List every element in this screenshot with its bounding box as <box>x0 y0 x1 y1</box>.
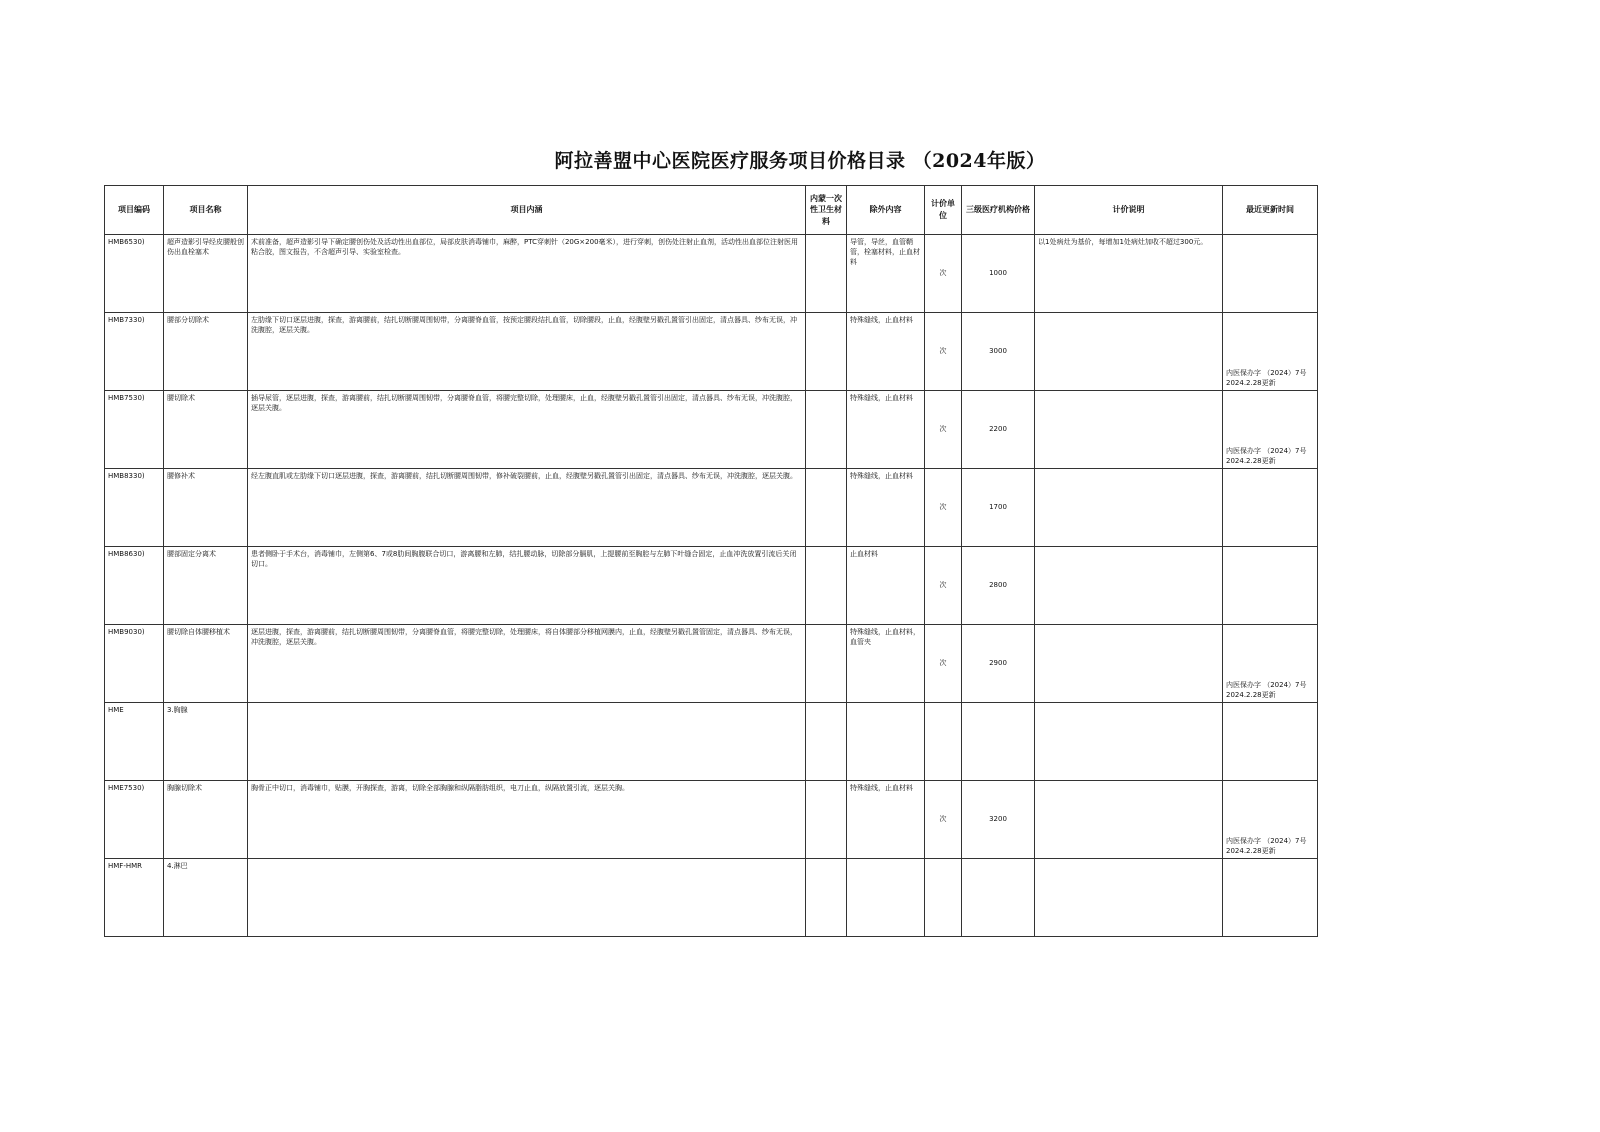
cell-name: 胸腺切除术 <box>164 781 248 859</box>
cell-unit: 次 <box>925 547 962 625</box>
cell-except: 特殊缝线，止血材料 <box>847 469 925 547</box>
cell-except: 特殊缝线，止血材料，血管夹 <box>847 625 925 703</box>
table-row <box>105 703 1318 781</box>
cell-price: 2900 <box>962 625 1035 703</box>
cell-updated <box>1223 469 1318 547</box>
cell-unit: 次 <box>925 391 962 469</box>
header-name: 项目名称 <box>164 186 248 235</box>
table-row <box>105 547 1318 625</box>
cell-explain <box>1035 625 1223 703</box>
cell-explain <box>1035 859 1223 937</box>
cell-explain <box>1035 703 1223 781</box>
cell-materials <box>806 703 847 781</box>
cell-code: HMB9030) <box>105 625 164 703</box>
cell-except <box>847 859 925 937</box>
cell-unit: 次 <box>925 469 962 547</box>
cell-name: 腰修补术 <box>164 469 248 547</box>
cell-except <box>847 703 925 781</box>
cell-code: HMF-HMR <box>105 859 164 937</box>
header-row <box>105 186 1318 235</box>
cell-content <box>248 703 806 781</box>
cell-content: 胸骨正中切口，消毒铺巾，贴膜，开胸探查，游离，切除全部胸腺和纵隔脂肪组织，电刀止血，纵隔放置引流，逐层关胸。 <box>248 781 806 859</box>
cell-materials <box>806 781 847 859</box>
header-price: 三级医疗机构价格 <box>962 186 1035 235</box>
cell-price: 3200 <box>962 781 1035 859</box>
cell-materials <box>806 625 847 703</box>
cell-price: 3000 <box>962 313 1035 391</box>
header-unit: 计价单位 <box>925 186 962 235</box>
cell-price <box>962 703 1035 781</box>
cell-name: 腰部分切除术 <box>164 313 248 391</box>
cell-content: 左肋缘下切口逐层进腹，探查，游离腰前，结扎切断腰周围韧带，分离腰脊血管，按预定腰段结扎血管，切除腰段，止血，经腹壁另戳孔置管引出固定，清点器具、纱布无误，冲洗腹腔，逐层关腹。 <box>248 313 806 391</box>
header-updated: 最近更新时间 <box>1223 186 1318 235</box>
cell-unit: 次 <box>925 625 962 703</box>
updated-text: 内医保办字 （2024）7号 2024.2.28更新 <box>1226 836 1307 855</box>
cell-name: 腰切除术 <box>164 391 248 469</box>
price-table <box>104 185 1318 937</box>
cell-content: 逐层进腹，探查，游离腰前，结扎切断腰周围韧带，分离腰脊血管，将腰完整切除，处理腰床，将自体腰部分移植网膜内，止血，经腹壁另戳孔置管固定，清点器具、纱布无误，冲洗腹腔，逐层关腹。 <box>248 625 806 703</box>
table-row <box>105 391 1318 469</box>
cell-materials <box>806 313 847 391</box>
cell-content: 经左腹直肌或左肋缘下切口逐层进腹，探查，游离腰前，结扎切断腰周围韧带，修补破裂腰前，止血，经腹壁另戳孔置管引出固定，清点器具、纱布无误，冲洗腹腔，逐层关腹。 <box>248 469 806 547</box>
cell-price: 2800 <box>962 547 1035 625</box>
cell-updated <box>1223 781 1318 859</box>
cell-materials <box>806 235 847 313</box>
cell-content <box>248 859 806 937</box>
cell-except: 导管，导丝，血管鞘管，栓塞材料，止血材料 <box>847 235 925 313</box>
table-row <box>105 781 1318 859</box>
cell-materials <box>806 391 847 469</box>
cell-content: 术前准备，超声造影引导下确定腰创伤处及活动性出血部位，局部皮肤消毒铺巾，麻醉，PTC穿刺针（20G×200毫米），进行穿刺，创伤处注射止血剂，活动性出血部位注射医用粘合胶，图文报告，不含超声引导、实验室检查。 <box>248 235 806 313</box>
header-materials: 内蒙一次性卫生材料 <box>806 186 847 235</box>
cell-updated <box>1223 547 1318 625</box>
cell-materials <box>806 859 847 937</box>
cell-except: 止血材料 <box>847 547 925 625</box>
table-row <box>105 469 1318 547</box>
updated-text: 内医保办字 （2024）7号 2024.2.28更新 <box>1226 368 1307 387</box>
cell-price: 1000 <box>962 235 1035 313</box>
cell-except: 特殊缝线，止血材料 <box>847 313 925 391</box>
header-code: 项目编码 <box>105 186 164 235</box>
cell-code: HMB6530) <box>105 235 164 313</box>
cell-unit: 次 <box>925 235 962 313</box>
header-except: 除外内容 <box>847 186 925 235</box>
cell-name: 3.胸腺 <box>164 703 248 781</box>
cell-updated <box>1223 313 1318 391</box>
cell-explain: 以1处病灶为基价，每增加1处病灶加收不超过300元。 <box>1035 235 1223 313</box>
cell-except: 特殊缝线，止血材料 <box>847 391 925 469</box>
cell-unit: 次 <box>925 313 962 391</box>
cell-unit: 次 <box>925 781 962 859</box>
cell-price: 2200 <box>962 391 1035 469</box>
updated-text: 内医保办字 （2024）7号 2024.2.28更新 <box>1226 446 1307 465</box>
cell-unit <box>925 859 962 937</box>
cell-code: HME <box>105 703 164 781</box>
cell-name: 腰切除自体腰移植术 <box>164 625 248 703</box>
updated-text: 内医保办字 （2024）7号 2024.2.28更新 <box>1226 680 1307 699</box>
cell-name: 4.淋巴 <box>164 859 248 937</box>
table-row <box>105 313 1318 391</box>
cell-explain <box>1035 391 1223 469</box>
cell-price: 1700 <box>962 469 1035 547</box>
table-row <box>105 859 1318 937</box>
cell-updated <box>1223 235 1318 313</box>
cell-updated <box>1223 703 1318 781</box>
cell-code: HME7530) <box>105 781 164 859</box>
header-content: 项目内涵 <box>248 186 806 235</box>
cell-code: HMB7530) <box>105 391 164 469</box>
cell-price <box>962 859 1035 937</box>
document-title: 阿拉善盟中心医院医疗服务项目价格目录 （2024年版） <box>554 150 1046 172</box>
cell-materials <box>806 469 847 547</box>
cell-content: 患者侧卧于手术台，消毒铺巾，左侧第6、7或8肋间胸腹联合切口，游离腰和左肺，结扎腰动脉，切除部分膈肌，上提腰前至胸腔与左肺下叶缝合固定，止血冲洗放置引流后关闭切口。 <box>248 547 806 625</box>
cell-content: 插导尿管，逐层进腹，探查，游离腰前，结扎切断腰周围韧带，分离腰脊血管，将腰完整切除，处理腰床，止血，经腹壁另戳孔置管引出固定，清点器具、纱布无误，冲洗腹腔，逐层关腹。 <box>248 391 806 469</box>
cell-explain <box>1035 781 1223 859</box>
cell-materials <box>806 547 847 625</box>
cell-explain <box>1035 313 1223 391</box>
cell-updated <box>1223 391 1318 469</box>
cell-updated <box>1223 625 1318 703</box>
cell-except: 特殊缝线，止血材料 <box>847 781 925 859</box>
cell-explain <box>1035 547 1223 625</box>
table-row <box>105 235 1318 313</box>
cell-code: HMB8330) <box>105 469 164 547</box>
table-row <box>105 625 1318 703</box>
cell-updated <box>1223 859 1318 937</box>
cell-code: HMB8630) <box>105 547 164 625</box>
cell-name: 超声造影引导经皮腰般创伤出血栓塞术 <box>164 235 248 313</box>
cell-name: 腰部固定分离术 <box>164 547 248 625</box>
header-explain: 计价说明 <box>1035 186 1223 235</box>
cell-code: HMB7330) <box>105 313 164 391</box>
cell-explain <box>1035 469 1223 547</box>
cell-unit <box>925 703 962 781</box>
